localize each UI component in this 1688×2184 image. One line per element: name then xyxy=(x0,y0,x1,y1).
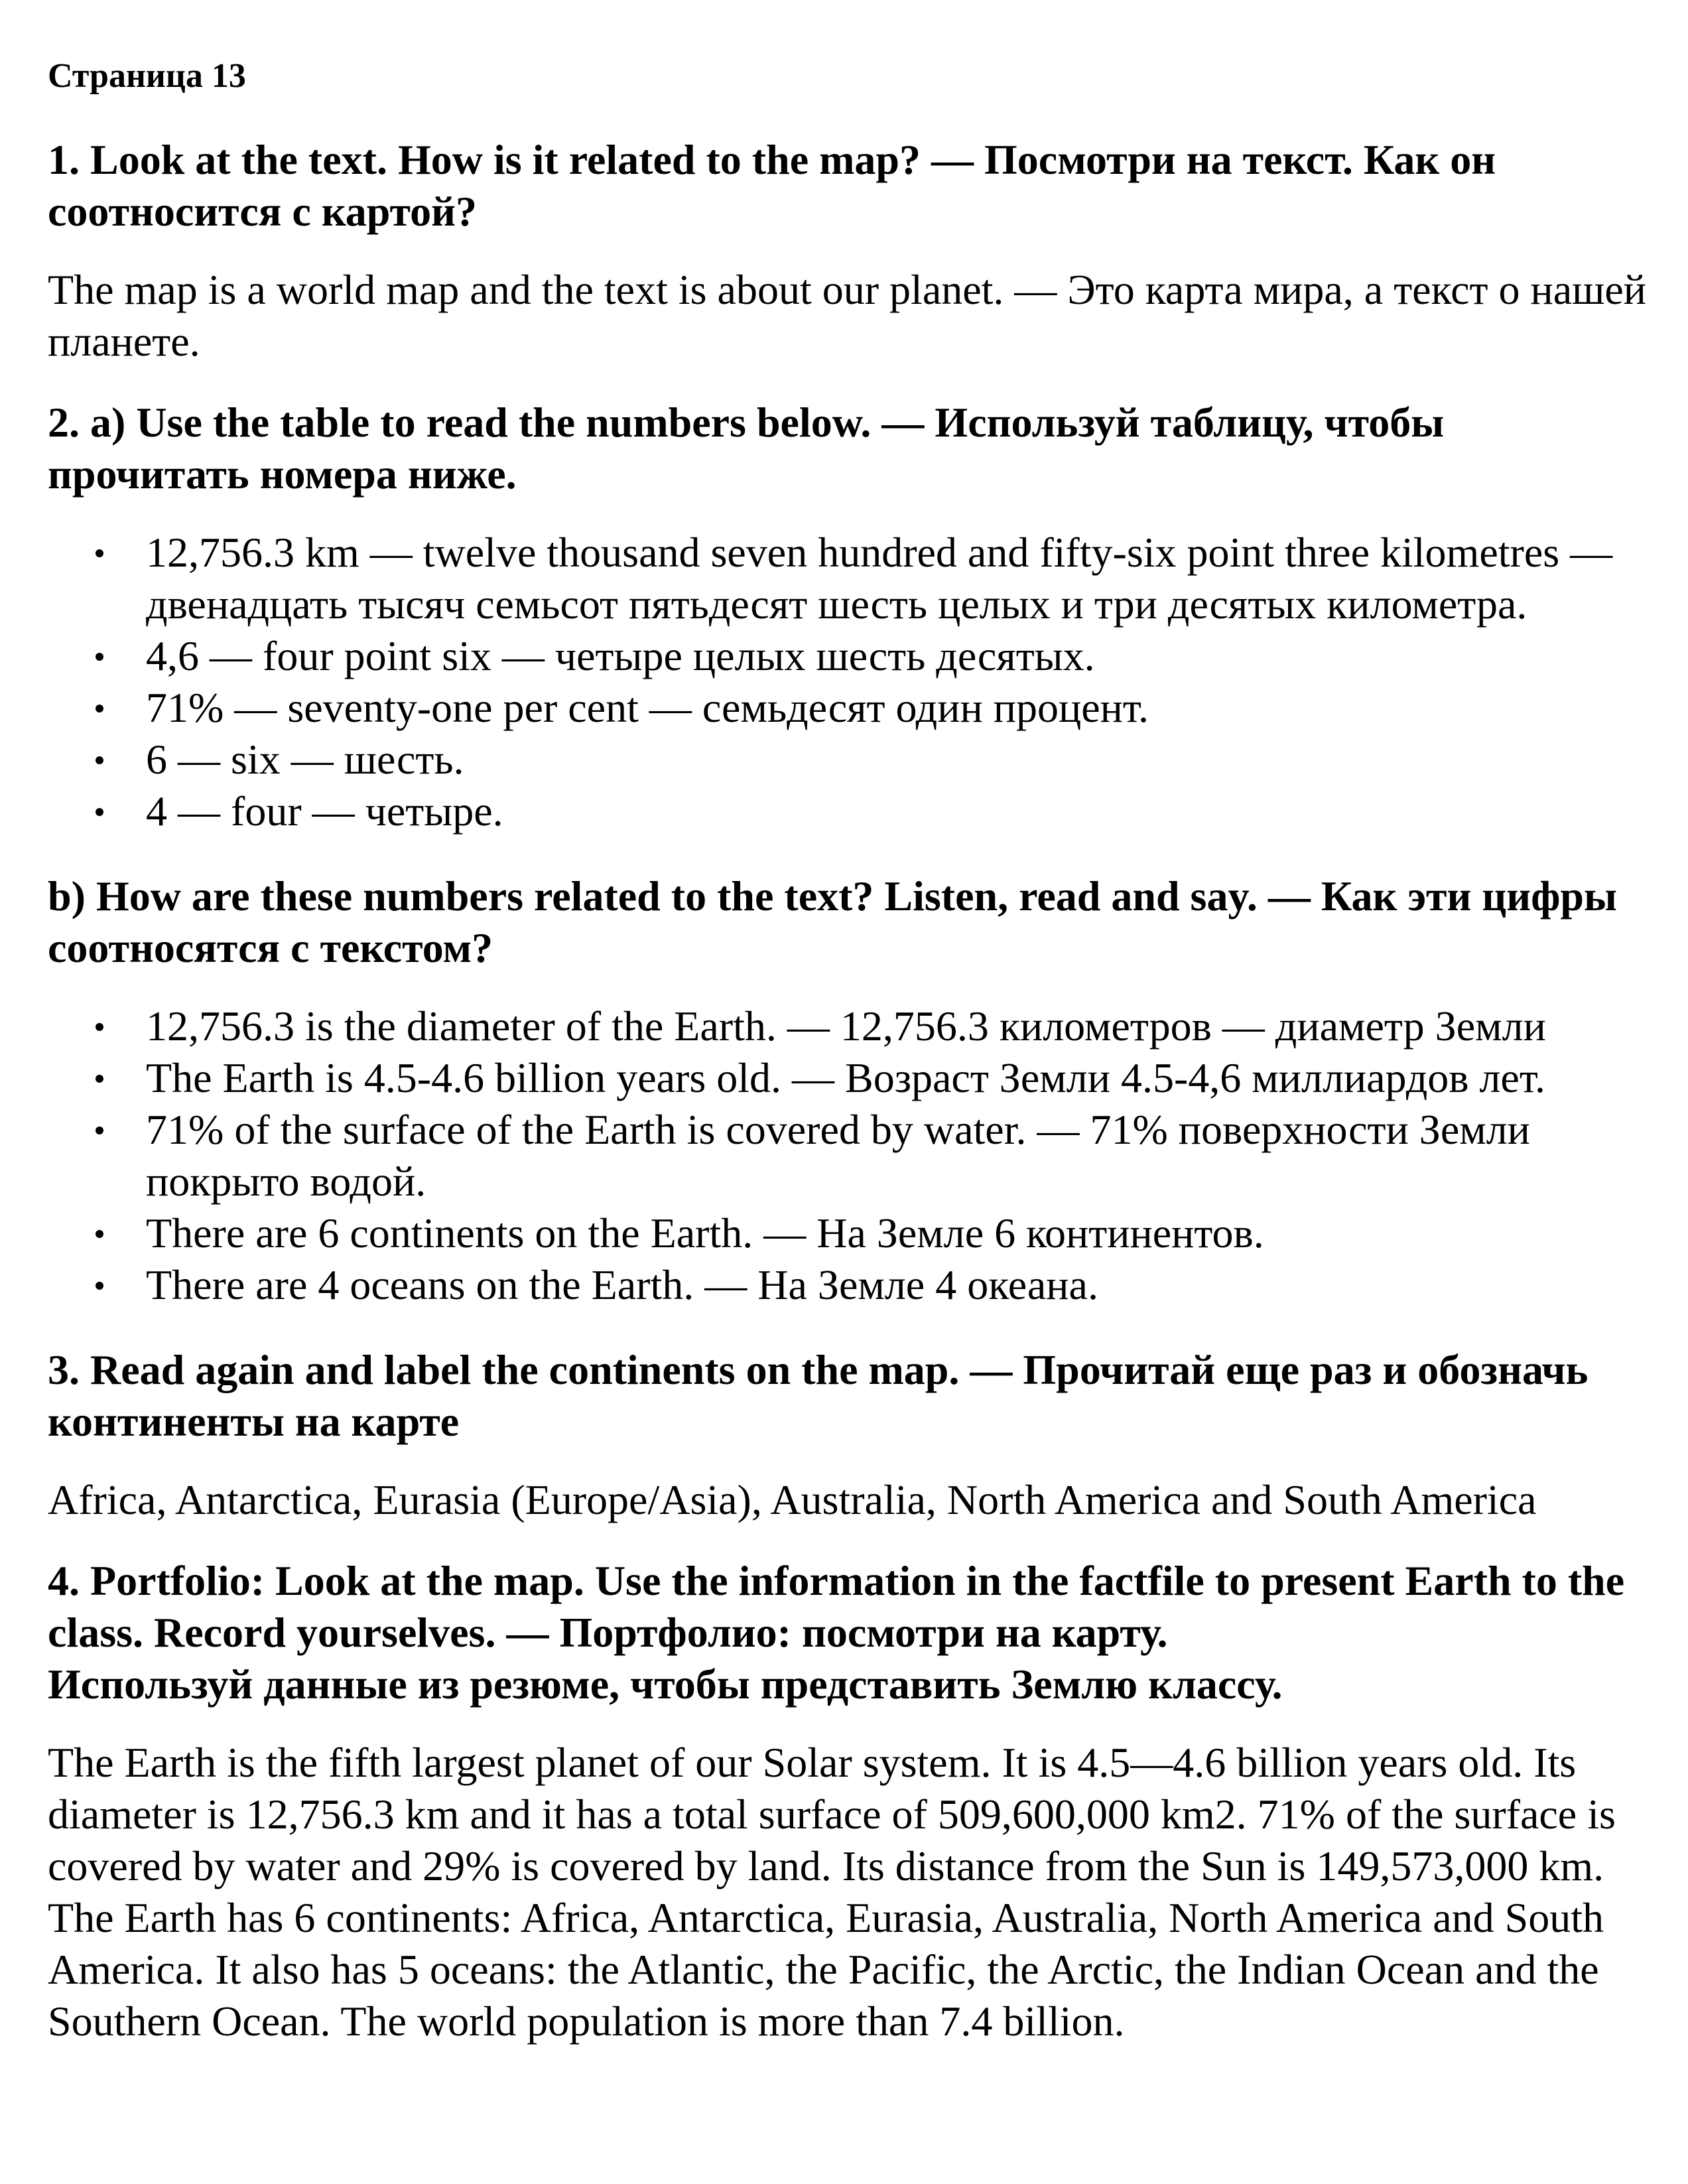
bullet-icon xyxy=(96,549,103,557)
list-item-text: The Earth is 4.5-4.6 billion years old. — Возраст Земли 4.5-4,6 миллиардов лет. xyxy=(146,1054,1545,1101)
exercise-4-heading xyxy=(48,1555,1653,1710)
exercise-1-heading: 1. Look at the text. How is it related to the map? — Посмотри на текст. Как он соотносится с картой? xyxy=(48,136,1496,235)
exercise-2b-heading: b) How are these numbers related to the text? Listen, read and say. — Как эти цифры соотносятся с текстом? xyxy=(48,872,1617,971)
exercise-4-heading-line2: Используй данные из резюме, чтобы представить Землю классу. xyxy=(48,1661,1283,1708)
list-item-text: 6 — six — шесть. xyxy=(146,736,464,783)
bullet-icon xyxy=(96,705,103,713)
list-item-text: 12,756.3 is the diameter of the Earth. — 12,756.3 километров — диаметр Земли xyxy=(146,1002,1546,1050)
exercise-2b-list xyxy=(48,1000,1653,1311)
list-item-text: 4,6 — four point six — четыре целых шесть десятых. xyxy=(146,632,1095,679)
exercise-3-heading: 3. Read again and label the continents on the map. — Прочитай еще раз и обозначь континенты на карте xyxy=(48,1346,1589,1445)
bullet-icon xyxy=(96,1230,103,1238)
exercise-3-answer: Africa, Antarctica, Eurasia (Europe/Asia), Australia, North America and South America xyxy=(48,1476,1537,1523)
list-item xyxy=(48,682,1653,734)
bullet-icon xyxy=(96,653,103,661)
list-item-text: There are 4 oceans on the Earth. — На Земле 4 океана. xyxy=(146,1261,1098,1308)
exercise-4-heading-line1: 4. Portfolio: Look at the map. Use the information in the factfile to present Earth to the class. Record yourselves. — Портфолио: посмотри на карту. xyxy=(48,1557,1625,1656)
list-item xyxy=(48,1000,1653,1052)
bullet-icon xyxy=(96,1126,103,1134)
list-item xyxy=(48,630,1653,682)
bullet-icon xyxy=(96,756,103,764)
list-item-text: There are 6 continents on the Earth. — На Земле 6 континентов. xyxy=(146,1209,1264,1257)
document-page xyxy=(48,53,1653,2077)
list-item xyxy=(48,527,1653,630)
bullet-icon xyxy=(96,1075,103,1083)
list-item xyxy=(48,734,1653,785)
list-item xyxy=(48,785,1653,837)
list-item xyxy=(48,1207,1653,1259)
bullet-icon xyxy=(96,1282,103,1290)
list-item-text: 71% — seventy-one per cent — семьдесят один процент. xyxy=(146,684,1149,731)
bullet-icon xyxy=(96,1023,103,1031)
list-item xyxy=(48,1052,1653,1104)
list-item-text: 71% of the surface of the Earth is covered by water. — 71% поверхности Земли покрыто водой. xyxy=(146,1106,1530,1205)
list-item xyxy=(48,1104,1653,1207)
list-item-text: 4 — four — четыре. xyxy=(146,787,503,835)
exercise-2a-heading: 2. a) Use the table to read the numbers below. — Используй таблицу, чтобы прочитать номера ниже. xyxy=(48,399,1445,498)
page-number-label: Страница 13 xyxy=(48,57,246,95)
exercise-1-answer: The map is a world map and the text is about our planet. — Это карта мира, а текст о нашей планете. xyxy=(48,266,1647,365)
exercise-4-answer: The Earth is the fifth largest planet of our Solar system. It is 4.5—4.6 billion years old. Its diameter is 12,756.3 km and it has a total surface of 509,600,000 km2. 71% of the surface is covered by water and 29% is covered by land. Its distance from the Sun is 149,573,000 km. The Earth has 6 continents: Africa, Antarctica, Eurasia, Australia, North America and South America. It also has 5 oceans: the Atlantic, the Pacific, the Arctic, the Indian Ocean and the Southern Ocean. The world population is more than 7.4 billion. xyxy=(48,1739,1616,2045)
exercise-2a-list xyxy=(48,527,1653,837)
list-item-text: 12,756.3 km — twelve thousand seven hundred and fifty-six point three kilometres — двенадцать тысяч семьсот пятьдесят шесть целых и три десятых километра. xyxy=(146,529,1613,628)
list-item xyxy=(48,1259,1653,1311)
bullet-icon xyxy=(96,808,103,816)
